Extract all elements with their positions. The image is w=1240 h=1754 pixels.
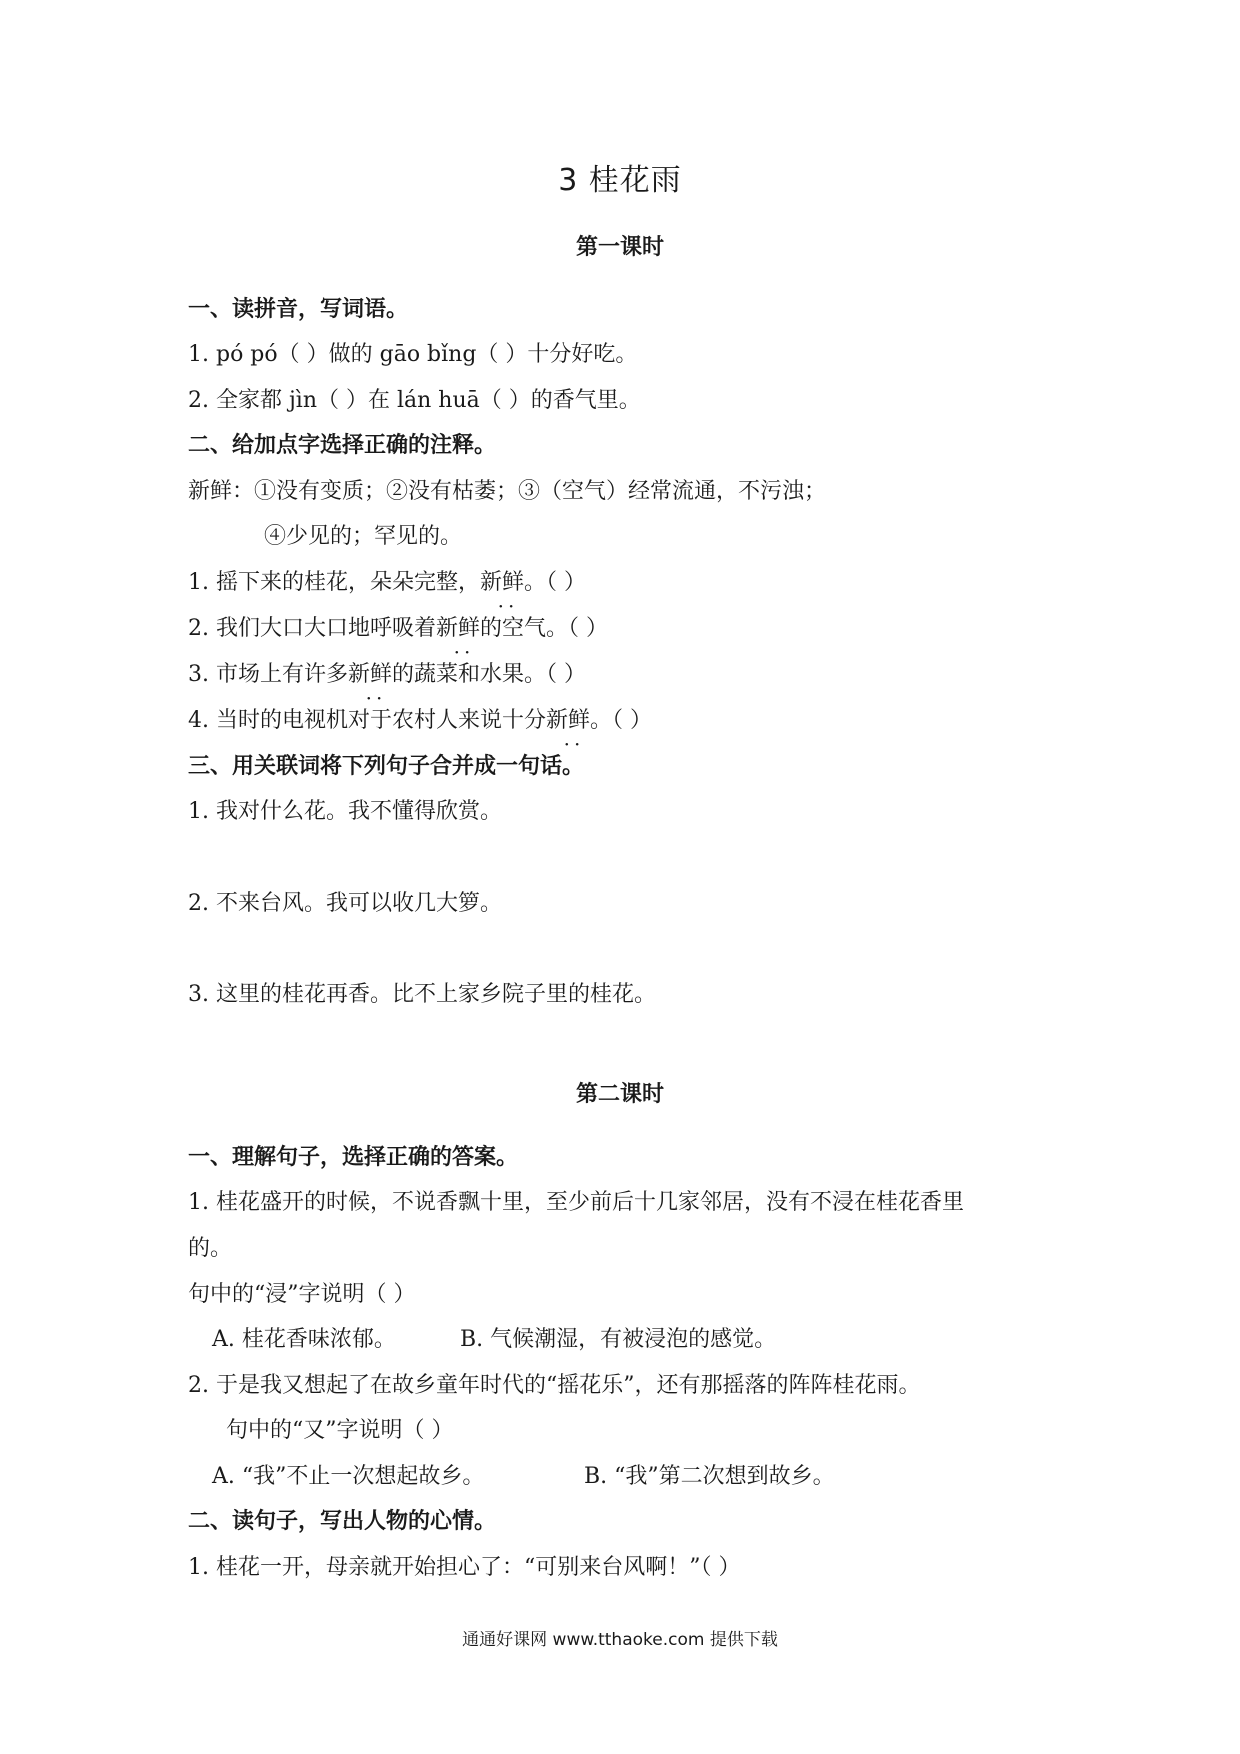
dotted-word: 新鲜 · ·: [546, 706, 590, 736]
l1-s3-item-2: 2. 不来台风。我可以收几大箩。: [188, 891, 502, 916]
l2-q2-option-a: A. “我”不止一次想起故乡。: [212, 1464, 485, 1489]
dotted-word: 新鲜 · ·: [348, 660, 392, 690]
l2-q2-prompt: 句中的“又”字说明（ ）: [226, 1418, 454, 1443]
l1-s2-item-4: [188, 706, 652, 736]
l2-s2-item-1: 1. 桂花一开，母亲就开始担心了：“可别来台风啊！”（ ）: [188, 1555, 741, 1580]
l1-s1-item-2: 2. 全家都 jìn（ ）在 lán huā（ ）的香气里。: [188, 388, 641, 413]
item-text-pre: 2. 我们大口大口地呼吸着: [188, 616, 436, 641]
l2-section1-heading: 一、理解句子，选择正确的答案。: [188, 1145, 519, 1170]
l1-s2-item-2: [188, 614, 608, 644]
l1-section3-heading: 三、用关联词将下列句子合并成一句话。: [188, 754, 585, 779]
l1-section1-heading: 一、读拼音，写词语。: [188, 297, 409, 322]
l2-q2-option-b: B. “我”第二次想到故乡。: [584, 1464, 835, 1489]
l1-section2-heading: 二、给加点字选择正确的注释。: [188, 433, 497, 458]
item-text-post: 。（ ）: [590, 708, 653, 733]
l2-q2-line-1: 2. 于是我又想起了在故乡童年时代的“摇花乐”，还有那摇落的阵阵桂花雨。: [188, 1373, 921, 1398]
l1-s3-item-3: 3. 这里的桂花再香。比不上家乡院子里的桂花。: [188, 982, 656, 1007]
item-text-post: 的蔬菜和水果。（ ）: [392, 662, 586, 687]
dotted-word: 新鲜 · ·: [436, 614, 480, 644]
definition-line-1: 新鲜：①没有变质；②没有枯萎；③（空气）经常流通，不污浊；: [188, 479, 827, 504]
l2-q1-line-1: 1. 桂花盛开的时候，不说香飘十里，至少前后十几家邻居，没有不浸在桂花香里: [188, 1190, 964, 1215]
item-text-post: 的空气。（ ）: [480, 616, 608, 641]
lesson2-heading: 第二课时: [575, 1082, 664, 1107]
lesson1-heading: 第一课时: [575, 235, 664, 260]
l2-q1-line-2: 的。: [188, 1236, 233, 1261]
dotted-word: 新鲜 · ·: [480, 568, 524, 598]
l2-q1-prompt: 句中的“浸”字说明（ ）: [188, 1282, 416, 1307]
item-text-pre: 3. 市场上有许多: [188, 662, 348, 687]
l1-s3-item-1: 1. 我对什么花。我不懂得欣赏。: [188, 799, 502, 824]
definition-line-2: ④少见的；罕见的。: [264, 524, 463, 549]
l1-s2-item-1: [188, 568, 586, 598]
l2-q1-option-b: B. 气候潮湿，有被浸泡的感觉。: [460, 1327, 777, 1352]
page-title: 3 桂花雨: [558, 163, 682, 198]
item-text-post: 。（ ）: [524, 570, 586, 595]
l2-section2-heading: 二、读句子，写出人物的心情。: [188, 1509, 497, 1534]
item-text-pre: 1. 摇下来的桂花，朵朵完整，: [188, 570, 480, 595]
l1-s2-item-3: [188, 660, 586, 690]
l2-q1-option-a: A. 桂花香味浓郁。: [212, 1327, 396, 1352]
l1-s1-item-1: 1. pó pó（ ）做的 gāo bǐng（ ）十分好吃。: [188, 342, 638, 367]
item-text-pre: 4. 当时的电视机对于农村人来说十分: [188, 708, 546, 733]
footer-credit: 通通好课网 www.tthaoke.com 提供下载: [462, 1630, 778, 1650]
